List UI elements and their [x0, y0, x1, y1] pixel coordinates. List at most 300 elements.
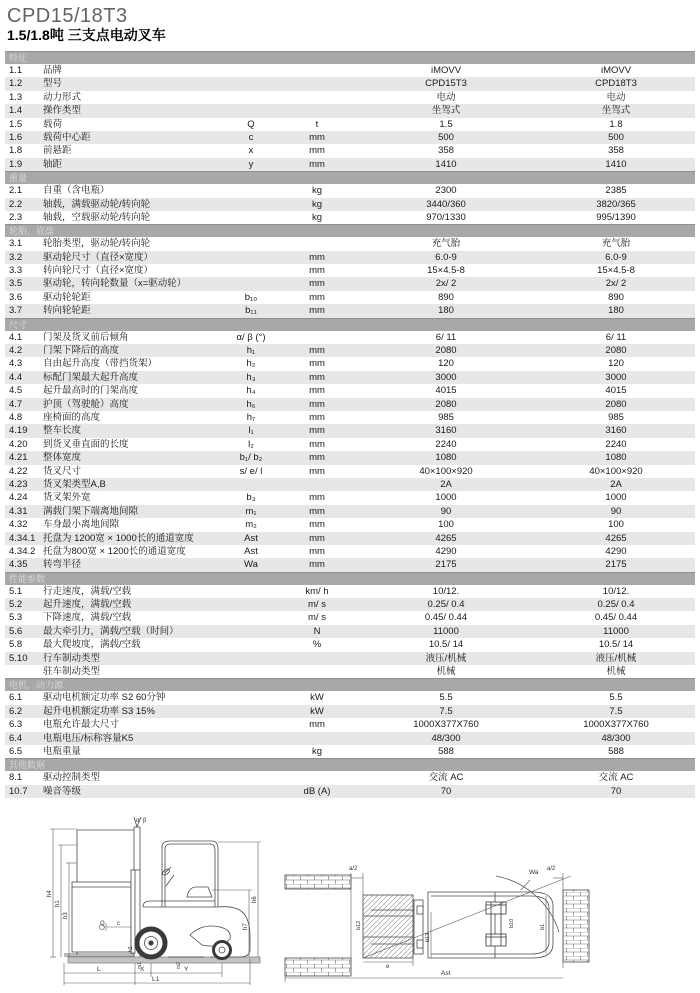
cell-unit: mm: [309, 519, 325, 531]
cell-no: 2.1: [9, 185, 23, 197]
cell-label: 门架下降后的高度: [43, 345, 120, 357]
cell-unit: mm: [309, 438, 325, 450]
cell-unit: [279, 64, 355, 77]
cell-v2: 588: [608, 745, 624, 757]
cell-unit: m/ s: [308, 599, 326, 611]
cell-v1: 890: [438, 291, 454, 303]
cell-unit: [279, 77, 355, 90]
spec-row: [5, 718, 695, 731]
top-view-drawing: [283, 860, 593, 988]
cell-v2: 1.8: [609, 118, 623, 130]
cell-v1: 2240: [435, 438, 457, 450]
cell-unit: mm: [309, 358, 325, 370]
spec-row: [5, 91, 695, 104]
section-header: 其他数据: [5, 758, 695, 771]
cell-sym: [223, 77, 279, 90]
cell-v2: 11000: [603, 625, 629, 637]
side-view-drawing: [40, 815, 275, 993]
cell-no: 4.22: [9, 465, 28, 477]
dim-label-h1: h1: [55, 900, 61, 907]
cab: [143, 841, 218, 907]
cell-sym: h₂: [246, 358, 256, 370]
cell-label: 托盘为 1200宽 × 1000长的通道宽度: [43, 532, 194, 544]
spec-row: [5, 451, 695, 464]
cell-v2: 电动: [606, 91, 626, 103]
cell-no: 4.34.2: [9, 545, 36, 557]
cell-v1: 3000: [435, 371, 457, 383]
cell-label: 车身最小离地间隙: [43, 519, 120, 531]
cell-sym: [223, 598, 279, 611]
cell-no: 3.1: [9, 238, 23, 250]
cell-sym: [223, 184, 279, 197]
cell-v2: 1000: [605, 492, 627, 504]
cell-label: 动力形式: [43, 91, 82, 103]
spec-row: [5, 745, 695, 758]
cell-no: 6.4: [9, 732, 23, 744]
cell-no: 4.4: [9, 371, 23, 383]
cell-v2: 2240: [605, 438, 627, 450]
cell-unit: mm: [309, 278, 325, 290]
cell-unit: km/ h: [305, 585, 329, 597]
cell-label: 驱动轮，转向轮数量（x=驱动轮）: [43, 278, 187, 290]
cell-v1: 48/300: [431, 732, 461, 744]
cell-label: 货叉尺寸: [43, 465, 82, 477]
cell-sym: Ast: [244, 532, 258, 544]
cell-v2: 10/12.: [602, 585, 630, 597]
cell-v2: 4290: [605, 545, 627, 557]
cell-v1: 1.5: [439, 118, 453, 130]
cell-sym: b₁/ b₂: [239, 452, 263, 464]
spec-row: [5, 158, 695, 171]
cell-no: 1.5: [9, 118, 23, 130]
spec-row: [5, 545, 695, 558]
cell-no: 4.32: [9, 519, 28, 531]
cell-sym: [223, 785, 279, 798]
cell-no: 3.3: [9, 265, 23, 277]
cell-no: 4.24: [9, 492, 28, 504]
cell-v1: 液压/机械: [425, 652, 467, 664]
cell-v1: 4015: [435, 385, 457, 397]
cell-label: 整体宽度: [43, 452, 82, 464]
spec-row: [5, 638, 695, 651]
spec-table: [5, 51, 695, 798]
cell-label: 驱动轮尺寸（直径×宽度）: [43, 251, 154, 263]
cell-v1: 10/12.: [432, 585, 460, 597]
cell-unit: mm: [309, 411, 325, 423]
cell-unit: kg: [311, 211, 323, 223]
cell-label: 前悬距: [43, 145, 72, 157]
cell-v2: 2175: [605, 559, 627, 571]
cell-no: 4.3: [9, 358, 23, 370]
cell-v1: 坐驾式: [431, 105, 461, 117]
cell-unit: [279, 665, 355, 678]
cell-v2: 3160: [605, 425, 627, 437]
spec-row: [5, 264, 695, 277]
cell-sym: h₁: [246, 345, 256, 357]
section-header: 性能参数: [5, 572, 695, 585]
cell-unit: mm: [309, 371, 325, 383]
spec-row: [5, 77, 695, 90]
cell-unit: [279, 652, 355, 665]
cell-sym: [223, 705, 279, 718]
cell-unit: mm: [309, 158, 325, 170]
cell-label: 标配门架最大起升高度: [43, 371, 139, 383]
dim-label-c: c: [117, 921, 120, 927]
spec-row: [5, 198, 695, 211]
dim-label-ast: Ast: [441, 970, 451, 977]
cell-v2: 机械: [606, 666, 626, 678]
cell-v1: 7.5: [439, 705, 453, 717]
wall-left-top: [285, 875, 351, 889]
dim-label-x: X: [140, 966, 145, 973]
spec-row: [5, 211, 695, 224]
cell-v1: 1080: [435, 452, 457, 464]
cell-label: 座椅面的高度: [43, 411, 101, 423]
cell-no: 3.5: [9, 278, 23, 290]
spec-row: [5, 344, 695, 357]
cell-v2: 40×100×920: [589, 465, 643, 477]
cell-no: 2.2: [9, 198, 23, 210]
cell-v1: 120: [438, 358, 454, 370]
cell-sym: α/ β (°): [236, 331, 266, 343]
cell-label: 驱动控制类型: [43, 772, 101, 784]
spec-row: [5, 277, 695, 290]
cell-no: 1.9: [9, 158, 23, 170]
cell-no: 2.3: [9, 211, 23, 223]
cell-v1: 2080: [435, 398, 457, 410]
page-title: CPD15/18T3: [7, 5, 128, 27]
cell-no: 6.5: [9, 745, 23, 757]
spec-row: [5, 331, 695, 344]
spec-row: [5, 251, 695, 264]
spec-row: [5, 665, 695, 678]
cell-label: 转向轮轮距: [43, 305, 91, 317]
cell-sym: [223, 264, 279, 277]
cell-v2: 2080: [605, 398, 627, 410]
cell-sym: c: [248, 131, 254, 143]
cell-v2: 90: [610, 505, 622, 517]
cell-no: 5.10: [9, 652, 28, 664]
cell-v2: 48/300: [601, 732, 631, 744]
cell-v1: 5.5: [439, 692, 453, 704]
load-and-envelope: [64, 830, 135, 956]
cell-sym: [223, 211, 279, 224]
cell-no: 3.7: [9, 305, 23, 317]
spec-row: [5, 184, 695, 197]
cell-sym: l₂: [248, 438, 254, 450]
cell-no: 6.3: [9, 719, 23, 731]
cell-no: 4.7: [9, 398, 23, 410]
spec-row: [5, 118, 695, 131]
cell-v2: 3000: [605, 371, 627, 383]
cell-v1: CPD15T3: [425, 78, 467, 90]
spec-row: [5, 652, 695, 665]
spec-row: [5, 438, 695, 451]
cell-v1: 6.0-9: [435, 251, 457, 263]
cell-v2: 6.0-9: [605, 251, 627, 263]
cell-unit: mm: [309, 545, 325, 557]
spec-row: [5, 518, 695, 531]
cell-label: 轴载，满载驱动轮/转向轮: [43, 198, 151, 210]
front-wheel: [137, 929, 165, 957]
cell-unit: t: [315, 118, 319, 130]
cell-label: 驱动电机额定功率 S2 60分钟: [43, 692, 166, 704]
cell-v2: 液压/机械: [595, 652, 637, 664]
cell-sym: h₃: [246, 371, 256, 383]
cell-v2: 10.5/ 14: [598, 639, 634, 651]
cell-no: 4.34.1: [9, 532, 36, 544]
cell-unit: mm: [309, 559, 325, 571]
cell-unit: mm: [309, 385, 325, 397]
spec-row: [5, 131, 695, 144]
cell-sym: [223, 652, 279, 665]
cell-no: 4.31: [9, 505, 28, 517]
dim-label-b13: b13: [425, 932, 431, 942]
cell-label: 行车制动类型: [43, 652, 101, 664]
cell-v1: 11000: [433, 625, 459, 637]
cell-v1: 电动: [436, 91, 456, 103]
fork-carriage: [414, 900, 423, 954]
cell-v2: 100: [608, 519, 624, 531]
cell-no: 4.19: [9, 425, 28, 437]
cell-v1: 3440/360: [426, 198, 466, 210]
cell-unit: [279, 237, 355, 250]
cell-sym: [223, 104, 279, 117]
cell-v1: 970/1330: [426, 211, 466, 223]
spec-row: [5, 371, 695, 384]
cell-v1: 180: [438, 305, 454, 317]
dim-label-h4: h4: [47, 890, 53, 897]
cell-no: 5.8: [9, 639, 23, 651]
dim-label-h3: h3: [63, 912, 69, 919]
section-header: 特征: [5, 51, 695, 64]
cell-sym: b₁₁: [245, 305, 257, 317]
cell-sym: s/ e/ l: [239, 465, 263, 477]
cell-v1: 2A: [440, 478, 452, 490]
dim-label-b1: b1: [540, 923, 546, 930]
cell-label: 电瓶允许最大尺寸: [43, 719, 120, 731]
cell-unit: m/ s: [308, 612, 326, 624]
cell-no: 5.1: [9, 585, 23, 597]
cell-v2: 1000X377X760: [583, 719, 649, 731]
cell-label: 托盘为800宽 × 1200长的通道宽度: [43, 545, 186, 557]
cell-sym: Ast: [244, 545, 258, 557]
cell-v1: 10.5/ 14: [428, 639, 464, 651]
cell-v2: 120: [608, 358, 624, 370]
cell-sym: [223, 478, 279, 491]
cell-v1: 2175: [435, 559, 457, 571]
cell-sym: l₁: [248, 425, 254, 437]
cell-unit: [279, 771, 355, 784]
cell-sym: Wa: [244, 559, 258, 571]
section-header: 轮胎，底盘: [5, 224, 695, 237]
cell-unit: [279, 732, 355, 745]
spec-row: [5, 64, 695, 77]
page-subtitle: 1.5/1.8吨 三支点电动叉车: [7, 27, 166, 43]
cell-label: 货叉架类型A,B: [43, 478, 106, 490]
cell-unit: mm: [309, 131, 325, 143]
spec-row: [5, 411, 695, 424]
cell-sym: [223, 251, 279, 264]
spec-row: [5, 384, 695, 397]
pallet: [363, 895, 413, 958]
cell-label: 转向轮尺寸（直径×宽度）: [43, 265, 154, 277]
cell-unit: kg: [311, 185, 323, 197]
cell-unit: kg: [311, 198, 323, 210]
cell-unit: kg: [311, 745, 323, 757]
cell-unit: [279, 331, 355, 344]
cell-no: 1.4: [9, 105, 23, 117]
dim-label-m2: m2: [176, 962, 182, 969]
cell-sym: [223, 611, 279, 624]
spec-row: [5, 237, 695, 250]
cell-no: 4.21: [9, 452, 28, 464]
cell-unit: mm: [309, 532, 325, 544]
section-header: 尺寸: [5, 318, 695, 331]
cell-v1: 100: [438, 519, 454, 531]
cell-no: 5.3: [9, 612, 23, 624]
cell-sym: x: [248, 145, 254, 157]
dim-label-h2: h2: [128, 946, 134, 952]
cell-unit: mm: [309, 465, 325, 477]
cell-v1: 2300: [435, 185, 457, 197]
cell-sym: [223, 237, 279, 250]
cell-unit: [279, 91, 355, 104]
cell-unit: N: [313, 625, 321, 637]
cell-v2: 0.25/ 0.4: [597, 599, 635, 611]
cell-no: 1.8: [9, 145, 23, 157]
cell-label: 满载门架下端离地间隙: [43, 505, 139, 517]
cell-label: 到货叉垂直面的长度: [43, 438, 129, 450]
dim-label-l: L: [97, 966, 101, 973]
cell-unit: mm: [309, 265, 325, 277]
cell-v1: 0.45/ 0.44: [424, 612, 468, 624]
cell-v2: 985: [608, 411, 624, 423]
cell-v1: 机械: [436, 666, 456, 678]
spec-row: [5, 465, 695, 478]
cell-label: 轮胎类型，驱动轮/转向轮: [43, 238, 151, 250]
cell-v1: 交流 AC: [428, 772, 464, 784]
spec-row: [5, 357, 695, 370]
cell-no: 4.5: [9, 385, 23, 397]
cell-sym: b₁₀: [244, 291, 258, 303]
cell-v2: 0.45/ 0.44: [594, 612, 638, 624]
cell-v2: 2385: [605, 185, 627, 197]
cell-no: 1.2: [9, 78, 23, 90]
cell-unit: dB (A): [303, 785, 331, 797]
spec-row: [5, 478, 695, 491]
cell-sym: [223, 198, 279, 211]
spec-row: [5, 558, 695, 571]
cell-unit: mm: [309, 492, 325, 504]
dim-label-a2-left: a/2: [349, 866, 358, 872]
cell-v2: 995/1390: [596, 211, 636, 223]
spec-row: [5, 732, 695, 745]
cell-label: 行走速度，满载/空载: [43, 585, 132, 597]
cell-no: 6.2: [9, 705, 23, 717]
cell-v1: 588: [438, 745, 454, 757]
cell-unit: kW: [310, 705, 324, 717]
cell-v1: 3160: [435, 425, 457, 437]
section-header: 电机，动力源: [5, 678, 695, 691]
spec-row: [5, 625, 695, 638]
cell-v1: 40×100×920: [419, 465, 473, 477]
cell-sym: h₆: [246, 398, 256, 410]
cell-no: 4.2: [9, 345, 23, 357]
dim-label-a2-right: a/2: [547, 866, 556, 872]
cell-sym: m₁: [245, 505, 257, 517]
cell-v2: 890: [608, 291, 624, 303]
spec-row: [5, 532, 695, 545]
section-header: 重量: [5, 171, 695, 184]
cell-unit: mm: [309, 719, 325, 731]
cell-no: [5, 665, 43, 678]
cell-no: 4.1: [9, 331, 23, 343]
cell-unit: mm: [309, 505, 325, 517]
cell-label: 噪音等级: [43, 785, 82, 797]
cell-label: 品牌: [43, 65, 63, 76]
wall-right: [563, 890, 589, 962]
cell-label: 下降速度，满载/空载: [43, 612, 132, 624]
cell-no: 6.1: [9, 692, 23, 704]
cell-sym: [223, 732, 279, 745]
rear-wheel: [214, 942, 231, 959]
cell-v1: 500: [438, 131, 454, 143]
cell-unit: mm: [309, 345, 325, 357]
spec-row: [5, 424, 695, 437]
cell-v2: 5.5: [609, 692, 623, 704]
cell-no: 4.23: [9, 478, 28, 490]
cell-unit: [279, 104, 355, 117]
cell-no: 5.2: [9, 599, 23, 611]
cell-sym: [223, 638, 279, 651]
cell-v2: 1080: [605, 452, 627, 464]
cell-no: 4.35: [9, 559, 28, 571]
cell-unit: mm: [309, 398, 325, 410]
dim-label-b10: b10: [509, 918, 515, 928]
dim-label-m1: m1: [137, 962, 143, 969]
dim-label-wa: Wa: [529, 869, 539, 876]
cell-label: 型号: [43, 78, 63, 90]
cell-v1: 90: [440, 505, 452, 517]
cell-v1: 2x/ 2: [435, 278, 457, 290]
cell-no: 3.6: [9, 291, 23, 303]
cell-v2: 充气胎: [601, 238, 631, 250]
cell-label: 门架及货叉前后倾角: [43, 331, 129, 343]
cell-unit: mm: [309, 425, 325, 437]
spec-row: [5, 771, 695, 784]
cell-label: 最大牵引力，满载/空载（时间）: [43, 625, 179, 637]
cell-label: 驻车制动类型: [43, 666, 101, 678]
cell-label: 自重（含电瓶）: [43, 185, 110, 197]
spec-row: [5, 598, 695, 611]
cell-v2: CPD18T3: [595, 78, 637, 90]
cell-v1: 1000: [435, 492, 457, 504]
cell-label: 转弯半径: [43, 559, 82, 571]
cell-sym: [223, 91, 279, 104]
cell-v2: 7.5: [609, 705, 623, 717]
cell-sym: [223, 691, 279, 704]
dim-label-q: Q: [100, 921, 105, 927]
dim-label-h7: h7: [243, 923, 249, 930]
technical-drawings: [0, 812, 700, 993]
cell-no: 5.6: [9, 625, 23, 637]
dim-label-e: e: [386, 964, 390, 970]
spec-row: [5, 585, 695, 598]
cell-sym: [223, 625, 279, 638]
cell-v2: 1410: [605, 158, 627, 170]
cell-v1: 358: [438, 145, 454, 157]
